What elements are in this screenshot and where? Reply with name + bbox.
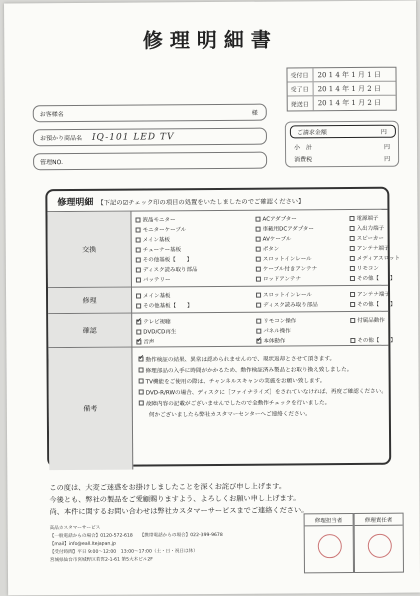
remark-line [138,354,335,363]
checklist-item [350,264,379,272]
checklist-item-label: その他【 】 [356,275,396,282]
remark-line [149,409,311,418]
remarks-section [48,345,389,469]
billing-yen: 円 [380,128,387,136]
checklist-item [255,214,296,222]
remark-text: TV機能をご使用の際は、チャンネルスキャンの実施をお願い致します。 [145,378,326,386]
checklist-item-label: 車載用DCアダプター [262,226,314,233]
remark-text: 何かございましたら弊社カスタマーセンターへご連絡ください。 [148,411,311,419]
checked-box-icon [136,319,141,324]
repairer-seal [318,534,342,558]
checkbox-icon [139,400,144,405]
remark-line [139,376,326,385]
checkbox-icon [350,245,355,250]
checked-box-icon [138,356,143,361]
checkbox-icon [136,267,141,272]
checklist-item [256,290,312,298]
remark-text: 動作検証の結果、異常は認められませんので、現状返却とさせて頂きます。 [145,356,336,364]
checklist-item [136,235,170,243]
checklist-item [350,254,400,262]
repair-details-box [45,187,401,467]
confirm-label: 確認 [48,314,132,349]
date-box [286,67,396,112]
checklist-item-label: モニターケーブル [142,227,187,234]
checklist-item [256,300,318,308]
checklist-item [256,274,301,282]
checklist-item-label: その他【 】 [357,301,396,308]
amount-box [285,121,399,168]
received-date-value: 20 1 4 年 1 月 1 日 [317,70,381,79]
remark-line [139,398,330,407]
checkbox-icon [136,277,141,282]
checklist-item-label: 電源端子 [356,215,379,222]
checklist-item-label: ディスク読み取り部品 [142,267,198,274]
exchange-label: 交換 [47,212,132,289]
checklist-item [135,215,175,223]
checklist-item [136,245,181,253]
checkbox-icon [350,301,355,306]
manager-stamp-label: 修理責任者 [355,514,403,526]
checklist-item [136,265,198,273]
checkbox-icon [139,367,144,372]
checklist-item [350,224,385,232]
checklist-item-label: バッテリー [142,277,171,284]
checklist-item [136,301,193,309]
remark-line [139,365,353,374]
checkbox-icon [255,216,260,221]
repairer-stamp-label: 修理担当者 [305,514,353,526]
checked-box-icon [136,339,141,344]
checklist-item [256,336,285,344]
checklist-item-label: 入出力端子 [356,225,385,232]
checkbox-icon [350,317,355,322]
apology-line-3: 尚、本件に関するお問い合わせは弊社カスタマーサービスまでご連絡ください。 [49,505,309,517]
checkbox-icon [256,318,261,323]
customer-name-label: お客様名 [39,111,64,119]
contact-line-1: 高品カスタマーサービス [49,525,101,532]
checklist-item [350,274,396,282]
product-name-value: IQ-101 LED TV [91,131,175,143]
checklist-item [350,316,385,324]
subtotal-line [294,142,394,152]
checkbox-icon [136,303,141,308]
completed-date-value: 20 1 4 年 1 月 2 日 [317,84,381,93]
checklist-item [256,264,317,272]
checklist-item-label: アンテナ端子 [357,291,390,298]
checkbox-icon [256,236,261,241]
checkbox-icon [136,293,141,298]
page-title: 修理明細書 [142,27,278,53]
remark-text: 故障内容の記載がございませんでしたので全動作チェックを行いました。 [145,400,331,408]
checklist-item [136,255,193,263]
control-number-field [33,152,267,171]
checklist-item-label: 付属品動作 [357,317,385,324]
checkbox-icon [256,266,261,271]
exchange-section [47,209,401,287]
checkbox-icon [256,256,261,261]
checklist-item [136,225,187,233]
checklist-item-label: スロットインレール [263,292,312,299]
checklist-item [349,214,378,222]
checkbox-icon [256,302,261,307]
checkbox-icon [139,389,144,394]
checklist-item [256,254,312,262]
confirm-section [48,311,396,347]
checklist-item-label: リモコン [356,265,379,272]
checkbox-icon [256,292,261,297]
remark-line [139,387,387,397]
contact-line-5: 宮城県仙台市宮城野区若宮2-1-61 第5大木ビル2F [49,557,153,564]
checklist-item [350,290,390,298]
remark-text: DVD-R/RWの場合、ディスクに［ファイナライズ］をされていなければ、再度ご確認ください。 [145,388,387,397]
checklist-item-label: パネル操作 [263,328,291,335]
checklist-item [136,317,170,325]
checklist-item [136,291,170,299]
checklist-item [256,234,292,242]
checklist-item-label: アンテナ端子 [356,245,390,252]
checklist-item-label: ケーブル付きアンテナ [262,266,318,273]
tax-line [294,154,394,164]
product-name-label: お預かり商品名 [39,134,82,143]
checklist-item-label: リモコン操作 [263,318,297,325]
checklist-item-label: ロッドアンテナ [262,276,301,283]
checklist-item-label: テレビ視聴 [143,319,171,326]
checkbox-icon [349,215,354,220]
checkbox-icon [350,235,355,240]
checkbox-icon [350,275,355,280]
repair-section [48,285,396,313]
checkbox-icon [256,328,261,333]
checked-box-icon [256,338,261,343]
manager-stamp-box [354,513,404,573]
tax-label: 消費税 [294,156,313,164]
checklist-item-label: スピーカー [356,235,384,242]
checkbox-icon [256,226,261,231]
product-name-field [33,128,267,147]
checklist-item [136,337,154,345]
checklist-item-label: ボタン [262,246,280,253]
customer-name-suffix: 様 [251,109,258,117]
checkbox-icon [135,217,140,222]
checklist-item-label: スロットインレール [262,256,312,263]
checklist-item-label: 本体動作 [263,338,286,345]
checklist-item [350,300,396,308]
checkbox-icon [256,276,261,281]
shipped-date-value: 20 1 4 年 1 月 2 日 [317,98,382,108]
checklist-item [350,336,396,344]
billing-amount-label: ご請求金額 [296,129,327,137]
repair-details-header [57,193,304,208]
checkbox-icon [256,246,261,251]
remarks-label: 備考 [48,348,133,471]
checklist-item [256,245,280,253]
checklist-item [350,244,390,252]
checklist-item [256,316,296,324]
checklist-item-label: その他基板【 】 [142,257,193,264]
checklist-item-label: メイン基板 [142,237,171,244]
checklist-item-label: DVD/CD再生 [143,329,177,336]
checklist-item-label: AVケーブル [262,236,292,243]
checkbox-icon [136,247,141,252]
shipped-date-label: 発送日 [288,96,314,110]
checklist-item [136,327,176,335]
subtotal-yen: 円 [383,143,391,151]
remark-text: 修理部品の入手に時間がかかるため、動作検証済み製品とお取り換え致しました。 [145,367,353,375]
checklist-item-label: 液晶モニター [142,217,176,224]
repair-details-title: 修理明細 [57,197,94,209]
checkbox-icon [350,225,355,230]
checkbox-icon [350,255,355,260]
contact-line-4: 【受付時間】平日 9:00〜12:00 13:00〜17:00（土・日・祝日は休） [49,549,198,556]
checkbox-icon [136,257,141,262]
repair-statement-page [4,1,420,596]
subtotal-label: 小 計 [293,144,313,152]
received-date-label: 受付日 [287,68,313,81]
apology-line-2: 今後とも、弊社の製品をご愛顧賜りますよう、よろしくお願い申し上げます。 [49,493,301,505]
checkbox-icon [350,337,355,342]
manager-seal [368,534,392,558]
repair-details-subtitle: 【下記の☑チェック印の項目の処置をいたしましたのでご確認ください】 [97,198,305,207]
checklist-item [136,275,171,283]
repair-label: 修理 [48,288,132,315]
apology-line-1: この度は、大変ご迷惑をお掛けしましたことを深くお詫び申し上げます。 [49,481,287,493]
contact-line-2: 【一般電話からの場合】0120-572-618 【携帯電話からの場合】022-399-9678 [49,532,223,540]
checkbox-icon [350,291,355,296]
checkbox-icon [136,227,141,232]
checklist-item [350,234,384,242]
checklist-item-label: ACアダプター [262,216,297,223]
checklist-item-label: その他基板【 】 [143,303,193,310]
checkbox-icon [139,378,144,383]
checklist-item-label: チューナー基板 [142,247,182,254]
checklist-item-label: メイン基板 [143,293,171,300]
tax-yen: 円 [384,155,391,163]
checkbox-icon [136,329,141,334]
checklist-item-label: 音声 [143,339,155,346]
checklist-item-label: ディスク読み取り部品 [263,302,318,309]
checklist-item-label: メディアスロット [356,255,401,262]
checklist-item [256,224,314,232]
control-number-label: 管理NO. [40,159,64,167]
completed-date-label: 受了日 [288,82,314,95]
checklist-item-label: その他【 】 [357,337,396,344]
checkbox-icon [136,237,141,242]
customer-name-field [33,104,267,123]
contact-line-3: 【mail】info@eall.ltejapan.jp [49,541,116,548]
repairer-stamp-box [304,513,354,573]
billing-amount [290,125,396,139]
checkbox-icon [350,265,355,270]
checklist-item [256,326,291,334]
